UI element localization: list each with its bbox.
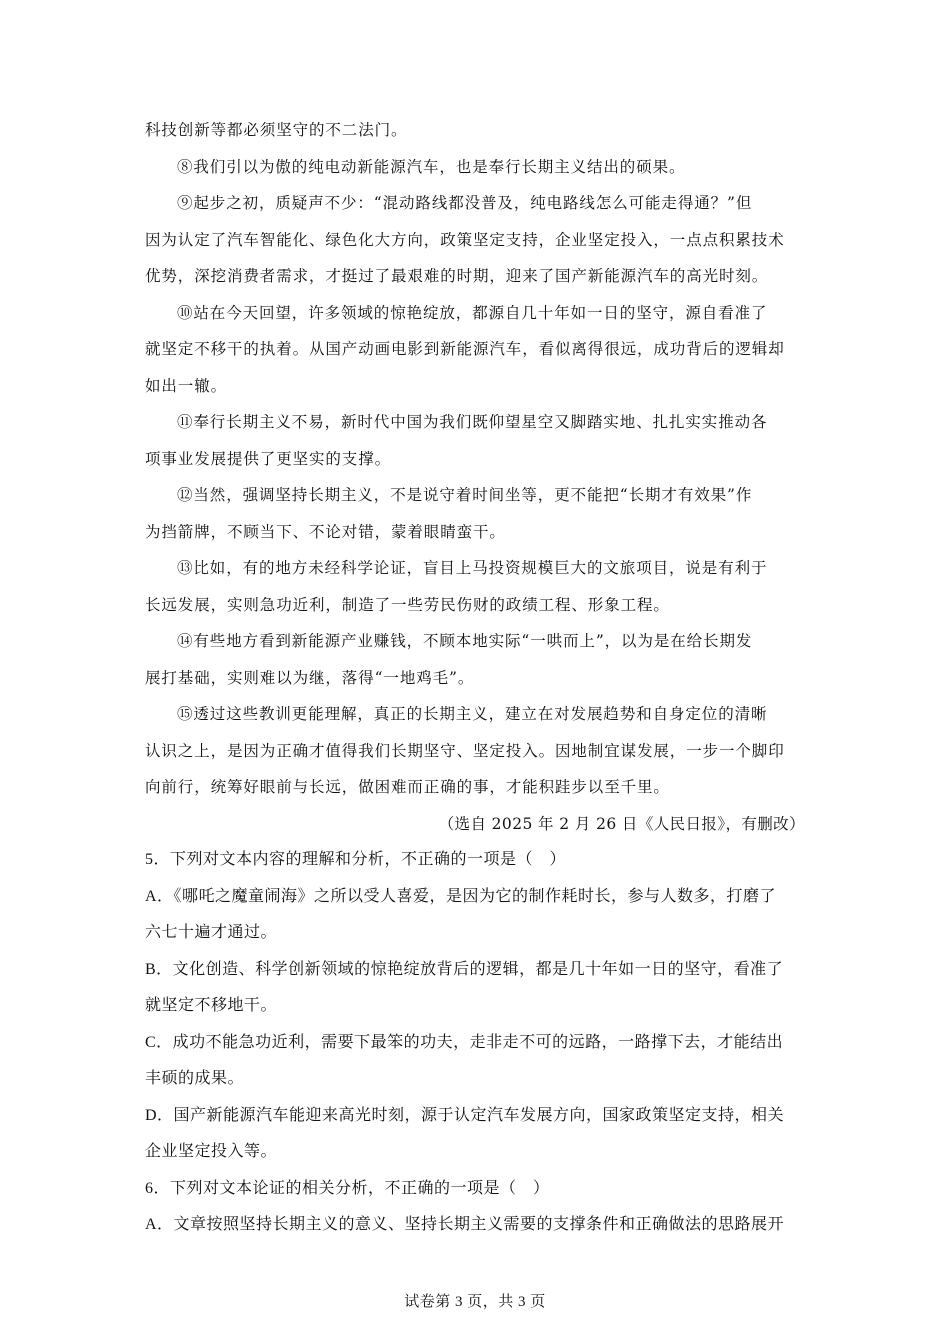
- paragraph-line: 就坚定不移干的执着。从国产动画电影到新能源汽车，看似离得很远，成功背后的逻辑却: [145, 340, 785, 358]
- paragraph-9: ⑨起步之初，质疑声不少：“混动路线都没普及，纯电路线怎么可能走得通？”但: [177, 194, 753, 212]
- question-6: 6．下列对文本论证的相关分析，不正确的一项是（ ）: [145, 1179, 550, 1197]
- page-content: [145, 112, 805, 1244]
- paragraph-10: ⑩站在今天回望，许多领域的惊艳绽放，都源自几十年如一日的坚守，源自看准了: [177, 303, 768, 322]
- option-5a: A．《哪吒之魔童闹海》之所以受人喜爱，是因为它的制作耗时长，参与人数多，打磨了: [145, 887, 777, 905]
- option-5d: D．国产新能源汽车能迎来高光时刻，源于认定汽车发展方向，国家政策坚定支持，相关: [145, 1106, 785, 1124]
- paragraph-line: 为挡箭牌，不顾当下、不论对错，蒙着眼睛蛮干。: [145, 522, 506, 541]
- paragraph-12: ⑫当然，强调坚持长期主义，不是说守着时间坐等，更不能把“长期才有效果”作: [177, 486, 753, 504]
- option-5c: C．成功不能急功近利，需要下最笨的功夫，走非走不可的远路，一路撑下去，才能结出: [145, 1033, 784, 1051]
- paragraph-line: 认识之上，是因为正确才值得我们长期坚守、坚定投入。因地制宜谋发展，一步一个脚印: [145, 741, 785, 760]
- paragraph-15: ⑮透过这些教训更能理解，真正的长期主义，建立在对发展趋势和自身定位的清晰: [177, 705, 768, 723]
- paragraph-8: ⑧我们引以为傲的纯电动新能源汽车，也是奉行长期主义结出的硕果。: [177, 157, 686, 176]
- paragraph-11: ⑪奉行长期主义不易，新时代中国为我们既仰望星空又脚踏实地、扎扎实实推动各: [177, 413, 768, 431]
- paragraph-line: 如出一辙。: [145, 376, 228, 395]
- option-5b: B．文化创造、科学创新领域的惊艳绽放背后的逻辑，都是几十年如一日的坚守，看准了: [145, 960, 784, 978]
- option-line: 六七十遍才通过。: [145, 924, 278, 941]
- page-footer: 试卷第 3 页，共 3 页: [404, 1294, 546, 1310]
- option-line: 丰硕的成果。: [145, 1070, 245, 1087]
- paragraph-line: 展打基础，实则难以为继，落得“一地鸡毛”。: [145, 668, 475, 687]
- source-citation: （选自 2025 年 2 月 26 日《人民日报》，有删改）: [438, 814, 805, 833]
- paragraph-line: 项事业发展提供了更坚实的支撑。: [145, 449, 392, 468]
- paragraph-13: ⑬比如，有的地方未经科学论证，盲目上马投资规模巨大的文旅项目，说是有利于: [177, 559, 768, 577]
- paragraph-line: 科技创新等都必须坚守的不二法门。: [145, 121, 408, 139]
- option-line: 就坚定不移地干。: [145, 997, 278, 1014]
- paragraph-line: 向前行，统筹好眼前与长远，做困难而正确的事，才能积跬步以至千里。: [145, 778, 670, 796]
- option-6a: A．文章按照坚持长期主义的意义、坚持长期主义需要的支撑条件和正确做法的思路展开: [145, 1216, 785, 1233]
- question-5: 5．下列对文本内容的理解和分析，不正确的一项是（ ）: [145, 851, 567, 868]
- paragraph-line: 长远发展，实则急功近利，制造了一些劳民伤财的政绩工程、形象工程。: [145, 595, 670, 614]
- option-line: 企业坚定投入等。: [145, 1143, 278, 1160]
- paragraph-line: 因为认定了汽车智能化、绿色化大方向，政策坚定支持，企业坚定投入，一点点积累技术: [145, 230, 785, 249]
- paragraph-14: ⑭有些地方看到新能源产业赚钱，不顾本地实际“一哄而上”，以为是在给长期发: [177, 632, 753, 650]
- paragraph-line: 优势，深挖消费者需求，才挺过了最艰难的时期，迎来了国产新能源汽车的高光时刻。: [145, 267, 769, 285]
